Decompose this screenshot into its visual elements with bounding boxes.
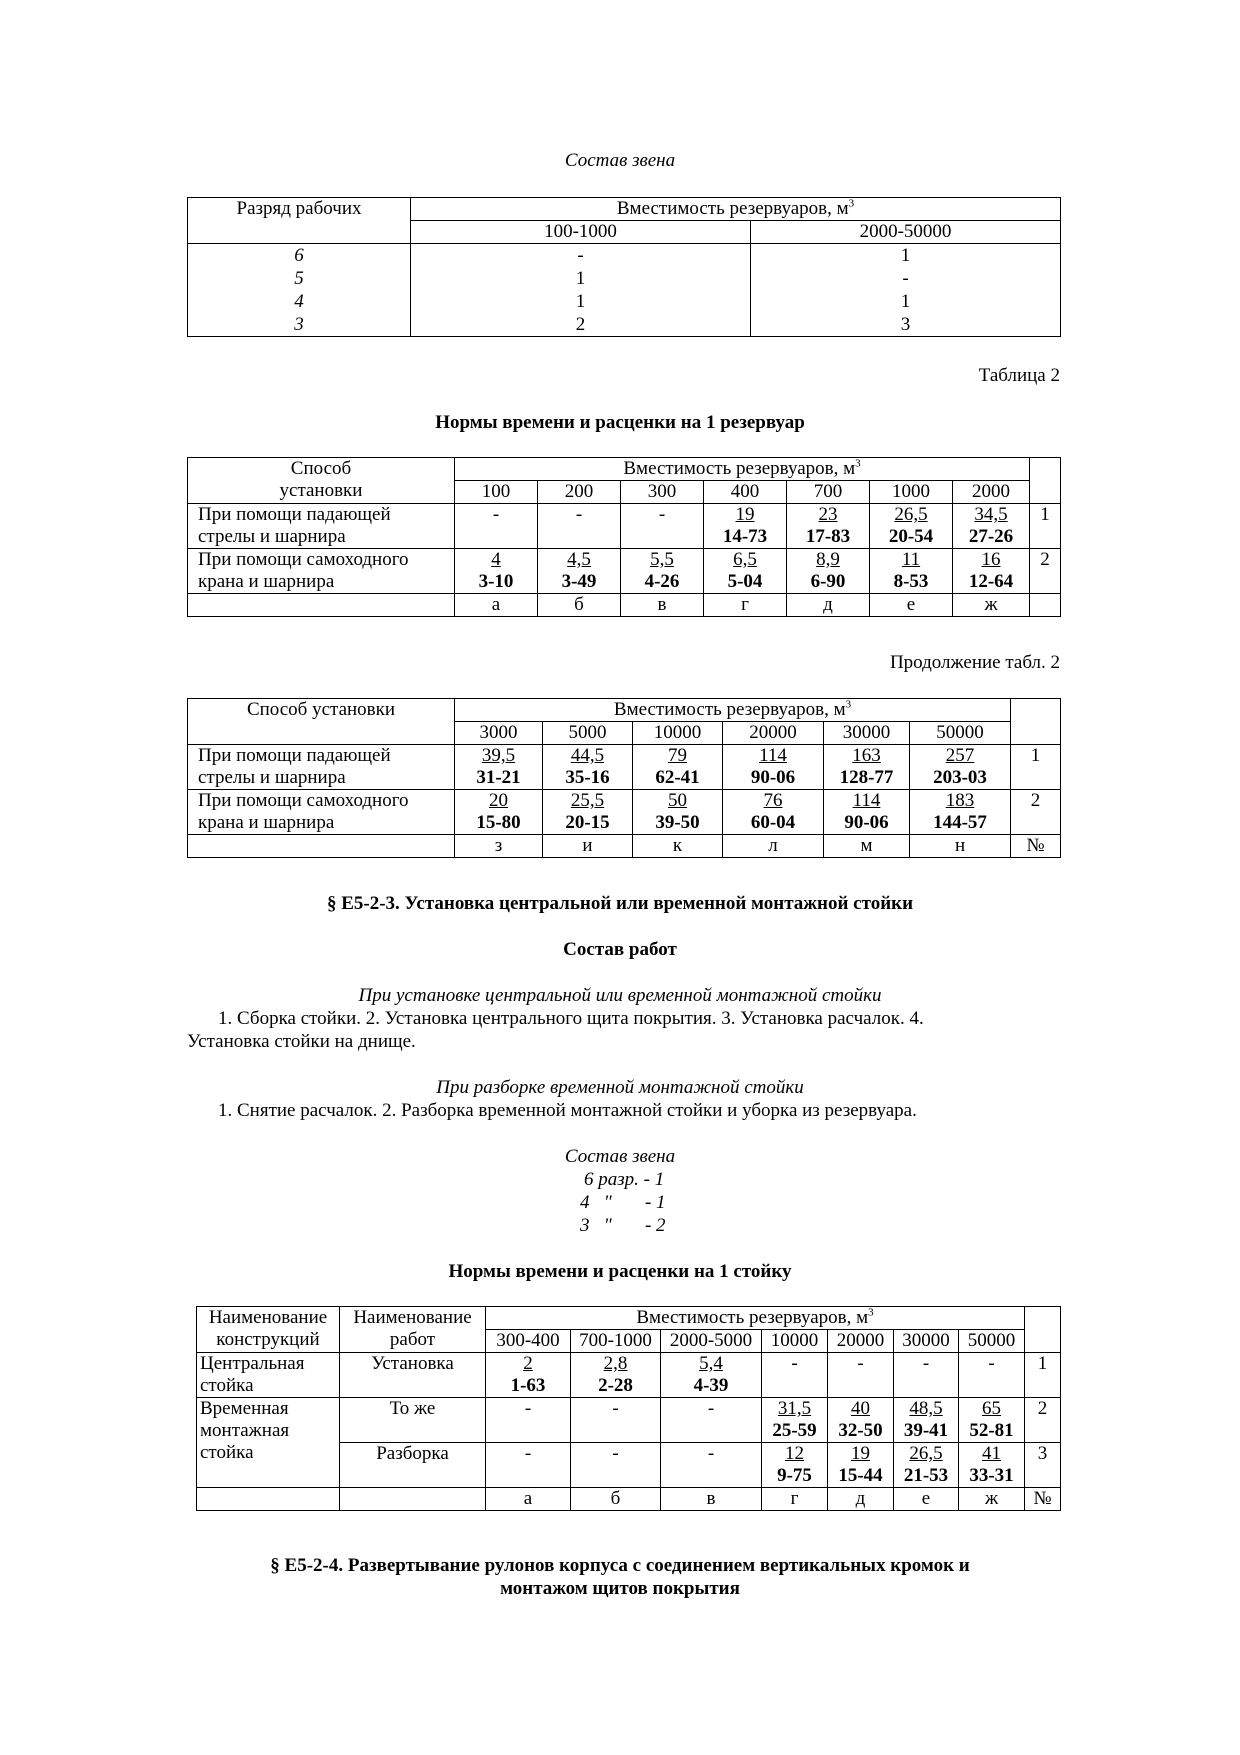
- blank-cell: [188, 835, 455, 858]
- col-header: 20000: [723, 722, 824, 745]
- blank-cell: [1030, 594, 1061, 617]
- value-cell: 41 33-31: [959, 1443, 1025, 1488]
- value-cell: -: [455, 504, 538, 549]
- value-cell: 5,4 4-39: [661, 1353, 762, 1398]
- value-cell: -: [828, 1353, 894, 1398]
- column-letter: а: [455, 594, 538, 617]
- column-letter: д: [787, 594, 870, 617]
- crew-title: Состав звена: [564, 150, 676, 171]
- value-cell: -: [894, 1353, 959, 1398]
- table-row: [197, 1398, 1061, 1443]
- value-cell: 26,5 20-54: [870, 504, 953, 549]
- value-cell: 16 12-64: [953, 549, 1030, 594]
- column-letter: е: [894, 1488, 959, 1511]
- value-cell: 11 8-53: [870, 549, 953, 594]
- work-cell: Установка: [340, 1353, 486, 1398]
- letter-row: [188, 835, 1061, 858]
- header-num-blank: [1025, 1307, 1061, 1353]
- value-cell: 65 52-81: [959, 1398, 1025, 1443]
- col-header: 10000: [633, 722, 723, 745]
- method-cell: При помощи падающей стрелы и шарнира: [188, 745, 455, 790]
- col-header: 100: [455, 481, 538, 504]
- table-row: [188, 790, 1061, 835]
- crew-line: 4 " - 1: [580, 1192, 666, 1213]
- column-letter: д: [828, 1488, 894, 1511]
- row-number: 2: [1030, 549, 1061, 594]
- value-cell: -: [486, 1443, 571, 1488]
- table-continuation-label: Продолжение табл. 2: [889, 652, 1060, 673]
- table-row: [188, 745, 1061, 790]
- letter-row: [197, 1488, 1061, 1511]
- paragraph-install-line1: 1. Сборка стойки. 2. Установка центрального щита покрытия. 3. Установка расчалок. 4.: [218, 1008, 924, 1029]
- column-letter: а: [486, 1488, 571, 1511]
- header-capacity: Вместимость резервуаров, $м^3$: [455, 458, 1030, 481]
- value-cell: 8,9 6-90: [787, 549, 870, 594]
- header-work: Наименование работ: [340, 1307, 486, 1353]
- norms-table-2: [196, 1306, 1061, 1511]
- value-cell: 25,5 20-15: [543, 790, 633, 835]
- col-header: 20000: [828, 1330, 894, 1353]
- value-cell: 26,5 21-53: [894, 1443, 959, 1488]
- value-cell: 19 15-44: [828, 1443, 894, 1488]
- header-capacity: Вместимость резервуаров, $м^3$: [411, 198, 1061, 221]
- col-header: 300-400: [486, 1330, 571, 1353]
- letter-row: [188, 594, 1061, 617]
- column-letter: е: [870, 594, 953, 617]
- number-sign: №: [1011, 835, 1061, 858]
- column-letter: ж: [959, 1488, 1025, 1511]
- section-heading: § Е5-2-3. Установка центральной или временной монтажной стойки: [326, 893, 914, 914]
- value-cell: 39,5 31-21: [455, 745, 543, 790]
- value-cell: 2 1-63: [486, 1353, 571, 1398]
- col-header: 300: [621, 481, 704, 504]
- column-letter: м: [824, 835, 910, 858]
- row-number: 1: [1030, 504, 1061, 549]
- header-rank: Разряд рабочих: [188, 198, 411, 244]
- blank-cell: [188, 594, 455, 617]
- work-composition-title: Состав работ: [563, 939, 677, 960]
- row-number: 1: [1025, 1353, 1061, 1398]
- row-number: 2: [1011, 790, 1061, 835]
- col-header: 700: [787, 481, 870, 504]
- table-title-3: Нормы времени и расценки на 1 стойку: [448, 1261, 792, 1282]
- header-method: Способ установки: [188, 699, 455, 745]
- rank-cell: 6 5 4 3: [188, 244, 411, 337]
- header-num-blank: [1011, 699, 1061, 745]
- row-number: 1: [1011, 745, 1061, 790]
- blank-cell: [340, 1488, 486, 1511]
- value-cell: 4,5 3-49: [538, 549, 621, 594]
- value-cell: 4 3-10: [455, 549, 538, 594]
- col-header: 2000-5000: [661, 1330, 762, 1353]
- value-cell: -: [661, 1398, 762, 1443]
- column-letter: г: [762, 1488, 828, 1511]
- column-letter: и: [543, 835, 633, 858]
- header-num-blank: [1030, 458, 1061, 504]
- header-capacity: Вместимость резервуаров, $м^3$: [486, 1307, 1025, 1330]
- col-header: 5000: [543, 722, 633, 745]
- value-cell: -: [571, 1443, 661, 1488]
- col-header: 50000: [959, 1330, 1025, 1353]
- col-header: 2000: [953, 481, 1030, 504]
- column-letter: л: [723, 835, 824, 858]
- paragraph-dismantle: 1. Снятие расчалок. 2. Разборка временной монтажной стойки и уборка из резервуара.: [218, 1100, 917, 1121]
- value-cell: 48,5 39-41: [894, 1398, 959, 1443]
- number-sign: №: [1025, 1488, 1061, 1511]
- value-cell: 114 90-06: [824, 790, 910, 835]
- value-cell: -: [762, 1353, 828, 1398]
- value-cell: -: [571, 1398, 661, 1443]
- work-cell: Разборка: [340, 1443, 486, 1488]
- value-cell: 44,5 35-16: [543, 745, 633, 790]
- value-cell: 40 32-50: [828, 1398, 894, 1443]
- header-construction: Наименование конструкций: [197, 1307, 340, 1353]
- col-header: 30000: [894, 1330, 959, 1353]
- value-cell: 5,5 4-26: [621, 549, 704, 594]
- norms-table-1: [187, 457, 1061, 617]
- value-cell: -: [486, 1398, 571, 1443]
- subheading-dismantle: При разборке временной монтажной стойки: [436, 1077, 804, 1098]
- method-cell: При помощи самоходного крана и шарнира: [188, 549, 455, 594]
- col-header: 1000: [870, 481, 953, 504]
- section-heading-4-line1: § Е5-2-4. Развертывание рулонов корпуса с соединением вертикальных кромок и: [270, 1555, 970, 1576]
- construction-cell: Временная монтажная стойка: [197, 1398, 340, 1488]
- col-header: 3000: [455, 722, 543, 745]
- col-header: 200: [538, 481, 621, 504]
- column-letter: в: [661, 1488, 762, 1511]
- work-cell: То же: [340, 1398, 486, 1443]
- value-cell: 19 14-73: [704, 504, 787, 549]
- header-capacity: Вместимость резервуаров, $м^3$: [455, 699, 1011, 722]
- column-letter: б: [571, 1488, 661, 1511]
- value-cell: 163 128-77: [824, 745, 910, 790]
- col-header: 10000: [762, 1330, 828, 1353]
- value-cell: -: [621, 504, 704, 549]
- column-letter: б: [538, 594, 621, 617]
- col-header: 30000: [824, 722, 910, 745]
- value-cell: 31,5 25-59: [762, 1398, 828, 1443]
- table-title: Нормы времени и расценки на 1 резервуар: [435, 412, 805, 433]
- column-letter: ж: [953, 594, 1030, 617]
- value-cell: 23 17-83: [787, 504, 870, 549]
- value-cell: -: [661, 1443, 762, 1488]
- value-cell: 183 144-57: [910, 790, 1011, 835]
- method-cell: При помощи падающей стрелы и шарнира: [188, 504, 455, 549]
- value-cell: 114 90-06: [723, 745, 824, 790]
- value-cell: 34,5 27-26: [953, 504, 1030, 549]
- row-number: 3: [1025, 1443, 1061, 1488]
- col-header: 400: [704, 481, 787, 504]
- table-label: Таблица 2: [978, 365, 1060, 386]
- table-row: [188, 504, 1061, 549]
- table-row: [197, 1353, 1061, 1398]
- header-method: Способ установки: [188, 458, 455, 504]
- value-cell: 50 39-50: [633, 790, 723, 835]
- column-letter: в: [621, 594, 704, 617]
- count-cell: 1 - 1 3: [751, 244, 1061, 337]
- norms-table-1-continued: [187, 698, 1061, 858]
- column-letter: г: [704, 594, 787, 617]
- value-cell: -: [959, 1353, 1025, 1398]
- blank-cell: [197, 1488, 340, 1511]
- col-100-1000: 100-1000: [411, 221, 751, 244]
- table-row: [188, 549, 1061, 594]
- crew-line: 6 разр. - 1: [584, 1169, 665, 1190]
- value-cell: 2,8 2-28: [571, 1353, 661, 1398]
- column-letter: к: [633, 835, 723, 858]
- method-cell: При помощи самоходного крана и шарнира: [188, 790, 455, 835]
- col-2000-50000: 2000-50000: [751, 221, 1061, 244]
- value-cell: 76 60-04: [723, 790, 824, 835]
- crew-line: 3 " - 2: [580, 1215, 666, 1236]
- row-number: 2: [1025, 1398, 1061, 1443]
- crew-title-2: Состав звена: [564, 1146, 676, 1167]
- value-cell: 20 15-80: [455, 790, 543, 835]
- column-letter: н: [910, 835, 1011, 858]
- column-letter: з: [455, 835, 543, 858]
- value-cell: 12 9-75: [762, 1443, 828, 1488]
- section-heading-4-line2: монтажом щитов покрытия: [500, 1578, 740, 1599]
- value-cell: 79 62-41: [633, 745, 723, 790]
- count-cell: - 1 1 2: [411, 244, 751, 337]
- construction-cell: Центральная стойка: [197, 1353, 340, 1398]
- value-cell: 6,5 5-04: [704, 549, 787, 594]
- col-header: 700-1000: [571, 1330, 661, 1353]
- col-header: 50000: [910, 722, 1011, 745]
- subheading-install: При установке центральной или временной монтажной стойки: [358, 985, 882, 1006]
- value-cell: -: [538, 504, 621, 549]
- crew-table: [187, 197, 1061, 337]
- paragraph-install-line2: Установка стойки на днище.: [187, 1031, 416, 1052]
- value-cell: 257 203-03: [910, 745, 1011, 790]
